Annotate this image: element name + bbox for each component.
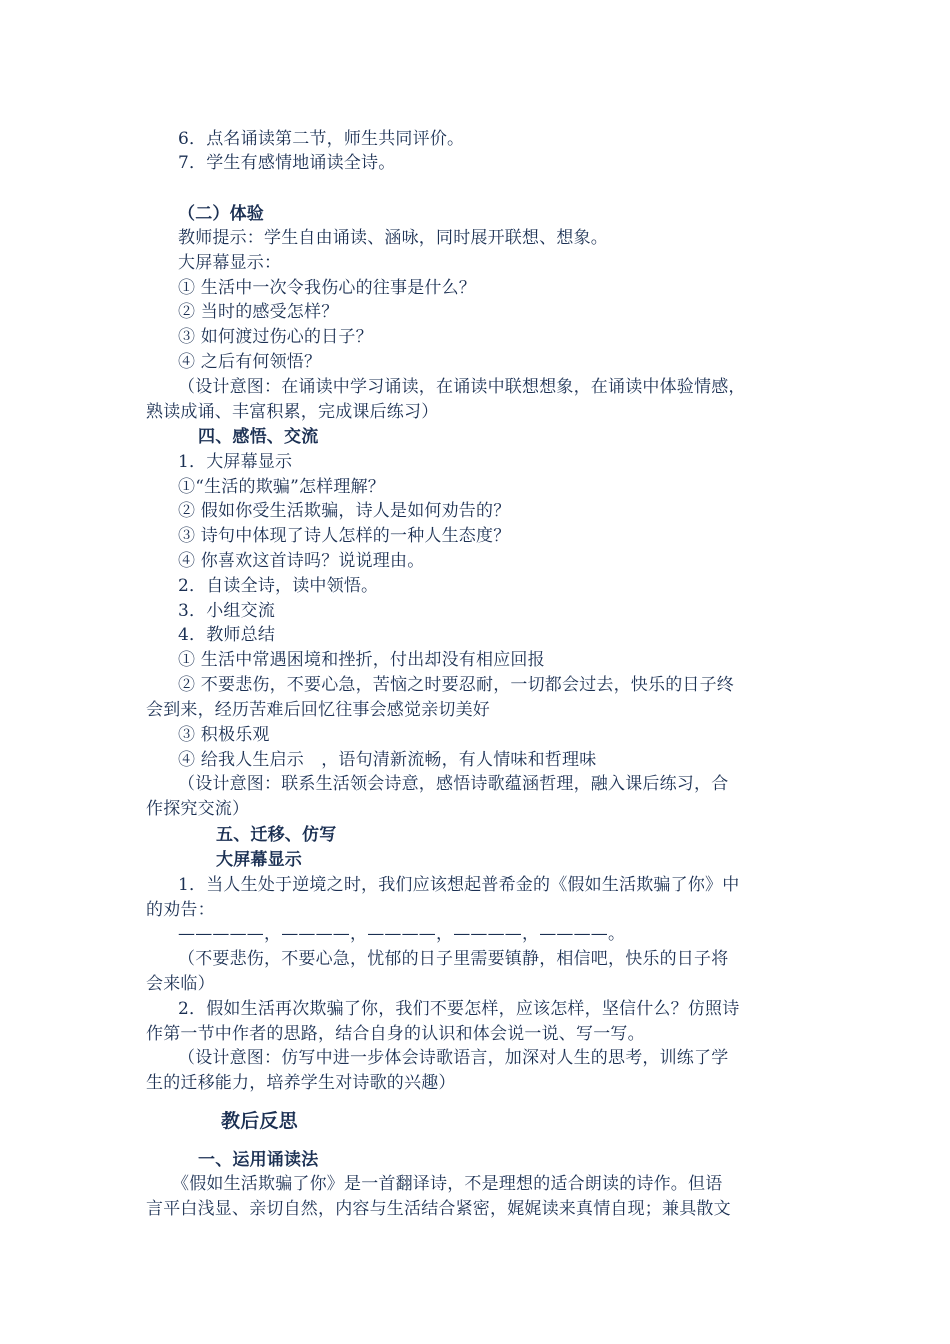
section-heading: 四、感悟、交流 [198,427,319,447]
text-line: （设计意图：联系生活领会诗意，感悟诗歌蕴涵哲理，融入课后练习，合 [178,774,729,794]
text-line: （设计意图：仿写中进一步体会诗歌语言，加深对人生的思考，训练了学 [178,1048,729,1068]
text-line: 的劝告： [146,900,215,920]
text-line: 4．教师总结 [178,625,276,645]
text-line: （不要悲伤，不要心急，忧郁的日子里需要镇静，相信吧，快乐的日子将 [178,949,729,969]
text-line: 大屏幕显示： [178,253,282,273]
list-item: ③ 积极乐观 [178,725,270,745]
text-line: 生的迁移能力，培养学生对诗歌的兴趣） [146,1073,456,1093]
text-line: 熟读成诵、丰富积累，完成课后练习） [146,402,439,422]
list-item: ① 生活中一次令我伤心的往事是什么？ [178,278,477,298]
text-line: 6．点名诵读第二节，师生共同评价。 [178,129,465,149]
list-item: ② 当时的感受怎样？ [178,302,339,322]
section-heading: 大屏幕显示 [216,850,302,870]
list-item: ① 生活中常遇困境和挫折，付出却没有相应回报 [178,650,545,670]
text-line: （设计意图：在诵读中学习诵读，在诵读中联想想象，在诵读中体验情感， [178,377,746,397]
list-item: ④ 之后有何领悟？ [178,352,322,372]
list-item: ①“生活的欺骗”怎样理解？ [178,477,385,497]
section-heading: 五、迁移、仿写 [216,825,337,845]
blank-line: —————，————，————，————，————。 [178,924,626,944]
text-line: 会来临） [146,974,215,994]
text-line: 2．自读全诗，读中领悟。 [178,576,379,596]
text-line: 会到来，经历苦难后回忆往事会感觉亲切美好 [146,700,490,720]
text-line: 1．大屏幕显示 [178,452,293,472]
section-heading: （二）体验 [178,204,264,224]
list-item: ② 不要悲伤，不要心急，苦恼之时要忍耐，一切都会过去，快乐的日子终 [178,675,735,695]
text-line: 言平白浅显、亲切自然，内容与生活结合紧密，娓娓读来真情自现；兼具散文 [146,1199,731,1219]
text-line: 教师提示：学生自由诵读、涵咏，同时展开联想、想象。 [178,228,608,248]
section-heading: 一、运用诵读法 [198,1150,319,1170]
text-line: 2．假如生活再次欺骗了你，我们不要怎样，应该怎样，坚信什么？仿照诗 [178,999,740,1019]
list-item: ② 假如你受生活欺骗，诗人是如何劝告的？ [178,501,511,521]
text-line: 《假如生活欺骗了你》是一首翻译诗，不是理想的适合朗读的诗作。但语 [172,1174,723,1194]
page-heading: 教后反思 [221,1110,298,1132]
text-line: 1．当人生处于逆境之时，我们应该想起普希金的《假如生活欺骗了你》中 [178,875,740,895]
list-item: ④ 给我人生启示 ，语句清新流畅，有人情味和哲理味 [178,750,597,770]
list-item: ③ 如何渡过伤心的日子？ [178,327,373,347]
list-item: ④ 你喜欢这首诗吗？说说理由。 [178,551,425,571]
text-line: 3．小组交流 [178,601,276,621]
list-item: ③ 诗句中体现了诗人怎样的一种人生态度？ [178,526,511,546]
text-line: 作第一节中作者的思路，结合自身的认识和体会说一说、写一写。 [146,1024,645,1044]
text-line: 作探究交流） [146,799,250,819]
text-line: 7．学生有感情地诵读全诗。 [178,153,396,173]
